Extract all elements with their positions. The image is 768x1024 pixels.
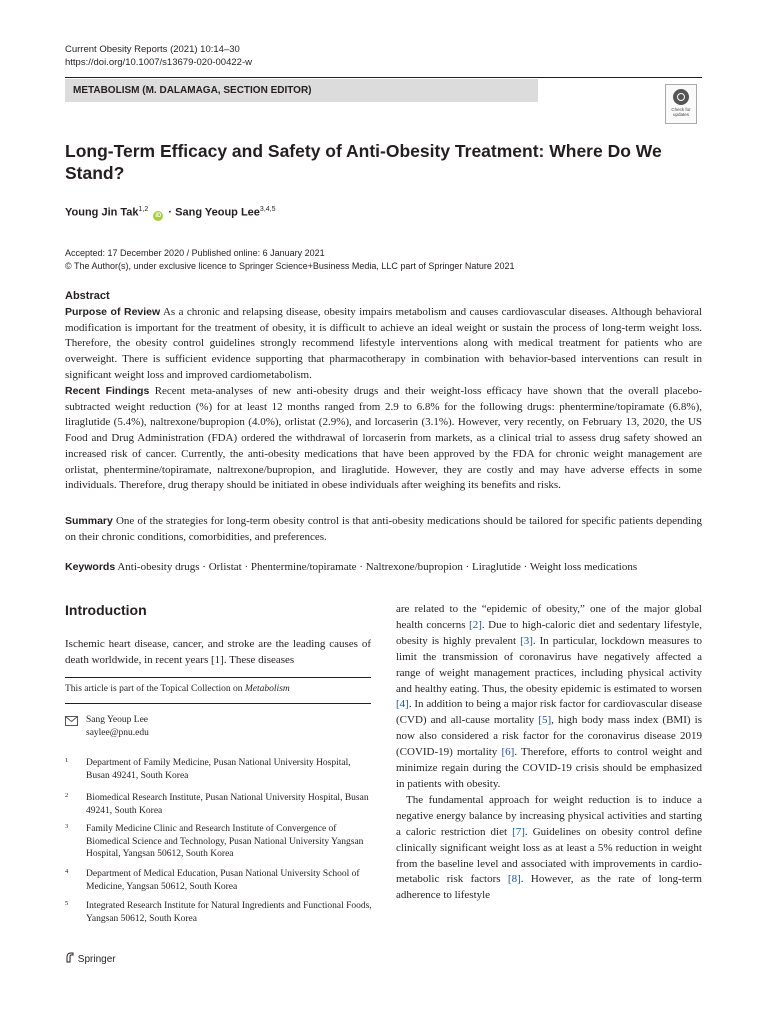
affiliation-text: Integrated Research Institute for Natural Ingredients and Functional Foods, Yangsan 50612, South Korea — [86, 901, 372, 924]
copyright-line: © The Author(s), under exclusive licence to Springer Science+Business Media, LLC part of Springer Nature 2021 — [65, 261, 515, 271]
citation-link[interactable]: [8] — [507, 873, 521, 886]
author-separator: · — [168, 206, 173, 219]
abstract-purpose — [65, 305, 702, 384]
summary-label: Summary — [65, 515, 113, 527]
text-run: . In addition to being a major risk factor for cardiovascular disease (CVD) and all-cause mortality — [396, 698, 702, 727]
keywords-label: Keywords — [65, 561, 116, 573]
doi-link[interactable]: https://doi.org/10.1007/s13679-020-00422-w — [65, 57, 252, 68]
intro-paragraph — [396, 602, 702, 793]
journal-citation — [65, 43, 252, 69]
purpose-label: Purpose of Review — [65, 306, 161, 318]
author-affiliation-sup: 3,4,5 — [259, 206, 276, 213]
citation-link[interactable]: [4] — [396, 698, 409, 711]
affiliation-number: 4 — [65, 868, 69, 875]
author-name[interactable]: Young Jin Tak — [65, 206, 139, 219]
text-run: , high body mass index (BMI) is now also considered a risk factor for the coronavirus disease 2019 (COVID-19) mortality — [396, 714, 702, 759]
abstract-findings — [65, 384, 702, 494]
text-run: . Therefore, efforts to control weight and minimize regain during the COVID-19 crisis should be emphasized in patients with obesity. — [396, 746, 702, 790]
section-banner: METABOLISM (M. DALAMAGA, SECTION EDITOR) — [65, 79, 538, 102]
publisher-name: Springer — [77, 954, 116, 965]
contact-name: Sang Yeoup Lee — [86, 715, 149, 725]
contact-email[interactable]: saylee@pnu.edu — [86, 728, 149, 738]
abstract-heading: Abstract — [65, 290, 110, 302]
text-run: . In particular, lockdown measures to limit the transmission of coronavirus have negatively affected a range of weight management practices, including physical activity and healthy eating. Thus, the obesity epidemic is estimated to worsen — [396, 634, 702, 695]
note-divider — [65, 703, 371, 704]
affiliation-text: Biomedical Research Institute, Pusan National University Hospital, Busan 49241, South Korea — [86, 793, 369, 816]
badge-label: Check for updates — [671, 107, 691, 117]
abstract-summary — [65, 514, 702, 545]
findings-label: Recent Findings — [65, 385, 150, 397]
text-run: . Guidelines on obesity control define clinically significant weight loss as at least a 5% reduction in weight from the baseline level and associated with improvements in cardio-metabolic risk factors — [396, 825, 702, 886]
intro-right-column — [396, 602, 702, 904]
citation-link[interactable]: [6] — [501, 746, 515, 759]
keywords-text: Anti-obesity drugs · Orlistat · Phentermine/topiramate · Naltrexone/bupropion · Liraglutide · Weight loss medications — [117, 561, 638, 573]
citation-link[interactable]: [3] — [520, 634, 533, 647]
orcid-icon[interactable]: iD — [155, 212, 162, 219]
summary-text: One of the strategies for long-term obesity control is that anti-obesity medications should be tailored for specific patients depending on their chronic conditions, comorbidities, and preferences. — [65, 515, 703, 543]
collection-note — [65, 684, 371, 694]
intro-paragraph — [396, 793, 702, 904]
affiliation-number: 5 — [65, 900, 69, 907]
email-envelope-icon — [65, 716, 78, 728]
article-title: Long-Term Efficacy and Safety of Anti-Obesity Treatment: Where Do We Stand? — [65, 141, 662, 183]
author-line — [65, 206, 276, 221]
dates-line: Accepted: 17 December 2020 / Published online: 6 January 2021 — [65, 248, 325, 258]
citation-link[interactable]: [5] — [538, 714, 552, 727]
author-name[interactable]: Sang Yeoup Lee — [175, 206, 260, 219]
affiliation-number: 3 — [65, 823, 69, 830]
affiliation-number: 1 — [65, 757, 69, 764]
publisher-logo — [65, 952, 116, 965]
intro-left-text: Ischemic heart disease, cancer, and stroke are the leading causes of death worldwide, in recent years [1]. These diseases — [65, 638, 371, 666]
header-rule — [65, 77, 702, 78]
springer-horse-icon — [65, 952, 75, 963]
affiliation-text: Department of Medical Education, Pusan National University School of Medicine, Yangsan 50612, South Korea — [86, 869, 360, 892]
findings-text: Recent meta-analyses of new anti-obesity drugs and their weight-loss efficacy have shown that the overall placebo-subtracted weight reduction (%) for at least 12 months ranged from 2.9 to 6.8% for the following drugs: phentermine/topiramate (6.8%), liraglutide (5.4%), naltrexone/bupropion (4.0%), orlistat (2.9%), and lorcaserin (3.1%). However, very recently, on February 13, 2020, the US Food and Drug Administration (FDA) ordered the withdrawal of lorcaserin from markets, as a clinical trial to assess drug safety showed an increased risk of cancer. Currently, the anti-obesity medications that have been approved by the FDA for chronic weight management are orlistat, phentermine/topiramate, naltrexone/bupropion, and liraglutide. However, they are costly and may have adverse effects in some individuals. Therefore, drug therapy should be initiated in obese individuals after weighing its benefits and risks. — [65, 385, 702, 492]
corresponding-author — [86, 714, 149, 740]
check-updates-icon — [673, 89, 689, 105]
text-run: . However, as the rate of long-term adherence to lifestyle — [396, 873, 702, 902]
text-run: The fundamental approach for weight reduction is to induce a negative energy balance by increasing physical activities and starting a caloric restriction diet — [396, 793, 702, 838]
text-run: . Due to high-caloric diet and sedentary lifestyle, obesity is highly prevalent — [396, 618, 703, 647]
affiliation-text: Family Medicine Clinic and Research Institute of Convergence of Biomedical Science and Technology, Pusan National University Yangsan Hospital, Yangsan 50612, South Korea — [86, 824, 364, 859]
purpose-text: As a chronic and relapsing disease, obesity impairs metabolism and causes cardiovascular diseases. Although behavioral modification is important for the treatment of obesity, it is difficult to achieve an ideal weight or sustain the process of long-term weight loss. Therefore, the obesity control guidelines strongly recommend lifestyle interventions along with medical treatment for patients who are overweight. There is sufficient evidence supporting that pharmacotherapy in combination with behavior-based interventions can result in significant weight loss and improved cardiometabolism. — [65, 306, 702, 381]
collection-note-prefix: This article is part of the Topical Collection on — [65, 684, 245, 694]
publication-info — [65, 247, 514, 273]
keywords — [65, 561, 705, 573]
author-affiliation-sup: 1,2 — [138, 206, 149, 213]
affiliation-text: Department of Family Medicine, Pusan National University Hospital, Busan 49241, South Korea — [86, 758, 351, 781]
check-for-updates-badge[interactable] — [665, 84, 697, 124]
collection-note-topic: Metabolism — [244, 684, 290, 694]
affiliation-number: 2 — [65, 792, 69, 799]
journal-line: Current Obesity Reports (2021) 10:14–30 — [65, 44, 240, 55]
citation-link[interactable]: [7] — [512, 825, 525, 838]
note-divider — [65, 677, 371, 678]
text-run: are related to the “epidemic of obesity,” one of the major global health concerns — [396, 603, 702, 631]
introduction-heading: Introduction — [65, 602, 147, 618]
citation-link[interactable]: [2] — [469, 618, 482, 631]
